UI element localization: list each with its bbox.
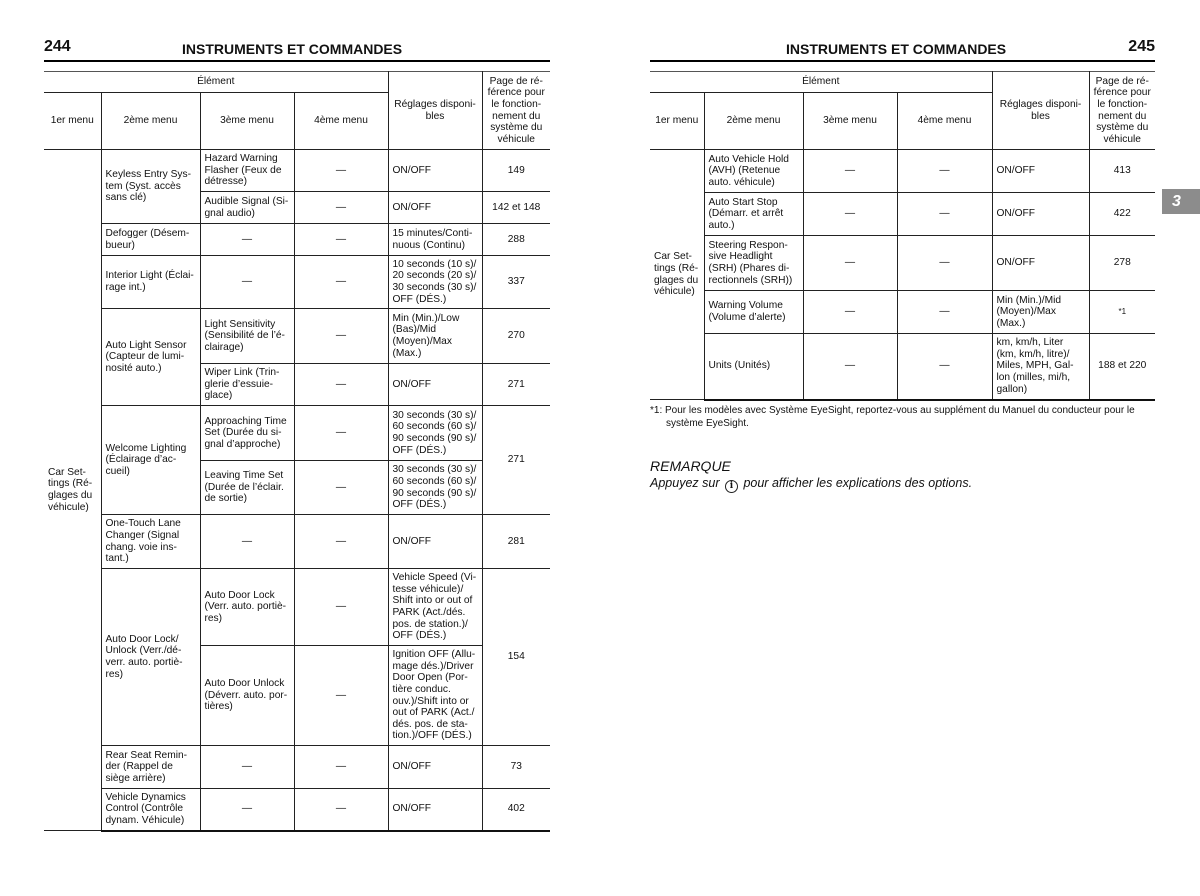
table-cell: Light Sensitivity (Sensibilité de l’é-clairage) [200, 309, 294, 364]
remark-text [650, 476, 972, 493]
page-ref-cell: 402 [482, 789, 550, 831]
table-cell: ON/OFF [388, 150, 482, 192]
table-cell: — [294, 789, 388, 831]
table-cell: ON/OFF [388, 364, 482, 406]
page-ref-cell: 337 [482, 256, 550, 309]
table-cell: — [294, 256, 388, 309]
table-cell: Audible Signal (Si-gnal audio) [200, 192, 294, 224]
menu3-header: 3ème menu [200, 93, 294, 150]
table-cell: Auto Light Sensor (Capteur de lumi-nosité auto.) [101, 309, 200, 406]
table-cell: Rear Seat Remin-der (Rappel de siège arrière) [101, 746, 200, 789]
table-cell: — [294, 515, 388, 569]
table-cell: ON/OFF [388, 192, 482, 224]
right-page-header [650, 38, 1155, 60]
table-cell: — [803, 291, 897, 334]
page-ref-cell: 422 [1089, 193, 1155, 236]
reference-page-header: Page de ré-férence pour le fonction-nement du système du véhicule [482, 72, 550, 150]
table-cell: Defogger (Désem-bueur) [101, 224, 200, 256]
page-ref-cell: 149 [482, 150, 550, 192]
right-settings-table [650, 71, 1155, 401]
table-cell: 15 minutes/Conti-nuous (Continu) [388, 224, 482, 256]
element-header: Élément [650, 72, 992, 93]
table-cell: Vehicle Speed (Vi-tesse véhicule)/ Shift into or out of PARK (Act./dés. pos. de station.)/ OFF (DÉS.) [388, 569, 482, 646]
table-cell: — [200, 224, 294, 256]
menu1-header: 1er menu [650, 93, 704, 150]
table-cell: Min (Min.)/Mid (Moyen)/Max (Max.) [992, 291, 1089, 334]
table-cell: — [803, 236, 897, 291]
page-ref-cell: 142 et 148 [482, 192, 550, 224]
remark-text-after: pour afficher les explications des options. [743, 476, 973, 490]
table-cell: — [294, 406, 388, 461]
table-cell: Min (Min.)/Low (Bas)/Mid (Moyen)/Max (Max.) [388, 309, 482, 364]
left-settings-table [44, 71, 550, 832]
table-cell: — [897, 334, 992, 400]
page-ref-cell: 413 [1089, 150, 1155, 193]
car-settings-cell: Car Set-tings (Ré-glages du véhicule) [650, 150, 704, 400]
table-cell: Steering Respon-sive Headlight (SRH) (Phares di-rectionnels (SRH)) [704, 236, 803, 291]
table-cell: — [294, 309, 388, 364]
settings-header: Réglages disponi-bles [992, 72, 1089, 150]
page-ref-cell: 271 [482, 364, 550, 406]
table-cell: — [294, 364, 388, 406]
table-cell: ON/OFF [992, 193, 1089, 236]
table-cell: — [294, 150, 388, 192]
table-cell: Keyless Entry Sys-tem (Syst. accès sans clé) [101, 150, 200, 224]
table-cell: — [897, 193, 992, 236]
left-page-number: 244 [44, 38, 71, 55]
table-cell: — [200, 746, 294, 789]
table-cell: — [200, 256, 294, 309]
info-icon: i [725, 480, 738, 493]
table-cell: — [803, 334, 897, 400]
table-cell: Auto Vehicle Hold (AVH) (Retenue auto. véhicule) [704, 150, 803, 193]
table-cell: Auto Start Stop (Démarr. et arrêt auto.) [704, 193, 803, 236]
page-ref-cell: 281 [482, 515, 550, 569]
table-cell: — [897, 291, 992, 334]
remark-text-before: Appuyez sur [650, 476, 720, 490]
table-cell: — [294, 746, 388, 789]
table-cell: ON/OFF [388, 746, 482, 789]
table-cell: — [897, 150, 992, 193]
table-cell: Ignition OFF (Allu-mage dés.)/Driver Door Open (Por-tière conduc. ouv.)/Shift into or out of PARK (Act./ dés. pos. de sta-tion.)/OFF (DÉS.) [388, 646, 482, 746]
table-cell: Units (Unités) [704, 334, 803, 400]
table-cell: Welcome Lighting (Éclairage d’ac-cueil) [101, 406, 200, 515]
settings-header: Réglages disponi-bles [388, 72, 482, 150]
page-ref-cell: 288 [482, 224, 550, 256]
table-cell: ON/OFF [992, 236, 1089, 291]
table-cell: ON/OFF [388, 789, 482, 831]
table-cell: Hazard Warning Flasher (Feux de détresse) [200, 150, 294, 192]
page-ref-cell: 270 [482, 309, 550, 364]
table-cell: ON/OFF [992, 150, 1089, 193]
menu1-header: 1er menu [44, 93, 101, 150]
table-cell: Approaching Time Set (Durée du si-gnal d’approche) [200, 406, 294, 461]
page-ref-cell: 154 [482, 569, 550, 746]
table-cell: — [294, 461, 388, 515]
table-cell: ON/OFF [388, 515, 482, 569]
table-cell: Leaving Time Set (Durée de l’éclair. de sortie) [200, 461, 294, 515]
table-cell: — [294, 646, 388, 746]
menu3-header: 3ème menu [803, 93, 897, 150]
table-cell: Auto Door Lock/ Unlock (Verr./dé-verr. auto. portiè-res) [101, 569, 200, 746]
table-cell: Vehicle Dynamics Control (Contrôle dynam. Véhicule) [101, 789, 200, 831]
menu4-header: 4ème menu [294, 93, 388, 150]
menu2-header: 2ème menu [704, 93, 803, 150]
right-header-rule [650, 60, 1155, 62]
page-ref-cell: *1 [1089, 291, 1155, 334]
element-header: Élément [44, 72, 388, 93]
table-cell: — [200, 789, 294, 831]
footnote: *1: Pour les modèles avec Système EyeSight, reportez-vous au supplément du Manuel du conducteur pour le système EyeSight. [650, 405, 1135, 429]
left-page-title: INSTRUMENTS ET COMMANDES [182, 41, 403, 57]
table-cell: Auto Door Unlock (Déverr. auto. por-tières) [200, 646, 294, 746]
page-ref-cell: 271 [482, 406, 550, 515]
right-page-title: INSTRUMENTS ET COMMANDES [786, 41, 1007, 57]
table-cell: 30 seconds (30 s)/ 60 seconds (60 s)/ 90 seconds (90 s)/ OFF (DÉS.) [388, 406, 482, 461]
table-cell: — [294, 224, 388, 256]
table-cell: Interior Light (Éclai-rage int.) [101, 256, 200, 309]
table-cell: — [294, 192, 388, 224]
menu4-header: 4ème menu [897, 93, 992, 150]
reference-page-header: Page de ré-férence pour le fonction-nement du système du véhicule [1089, 72, 1155, 150]
menu2-header: 2ème menu [101, 93, 200, 150]
remark-title: REMARQUE [650, 458, 731, 474]
table-cell: One-Touch Lane Changer (Signal chang. voie ins-tant.) [101, 515, 200, 569]
table-cell: 10 seconds (10 s)/ 20 seconds (20 s)/ 30 seconds (30 s)/ OFF (DÉS.) [388, 256, 482, 309]
table-cell: Warning Volume (Volume d’alerte) [704, 291, 803, 334]
table-cell: — [897, 236, 992, 291]
left-header-rule [44, 60, 550, 62]
table-cell: km, km/h, Liter (km, km/h, litre)/ Miles, MPH, Gal-lon (milles, mi/h, gallon) [992, 334, 1089, 400]
table-cell: 30 seconds (30 s)/ 60 seconds (60 s)/ 90 seconds (90 s)/ OFF (DÉS.) [388, 461, 482, 515]
page-ref-cell: 278 [1089, 236, 1155, 291]
page-ref-cell: 188 et 220 [1089, 334, 1155, 400]
table-cell: Wiper Link (Trin-glerie d’essuie-glace) [200, 364, 294, 406]
left-page-header [44, 38, 550, 60]
table-cell: — [803, 193, 897, 236]
table-cell: — [803, 150, 897, 193]
section-tab: 3 [1162, 189, 1200, 214]
page-ref-cell: 73 [482, 746, 550, 789]
table-cell: — [294, 569, 388, 646]
table-cell: — [200, 515, 294, 569]
table-cell: Auto Door Lock (Verr. auto. portiè-res) [200, 569, 294, 646]
right-page-number: 245 [1128, 38, 1155, 55]
car-settings-cell: Car Set-tings (Ré-glages du véhicule) [44, 150, 101, 831]
